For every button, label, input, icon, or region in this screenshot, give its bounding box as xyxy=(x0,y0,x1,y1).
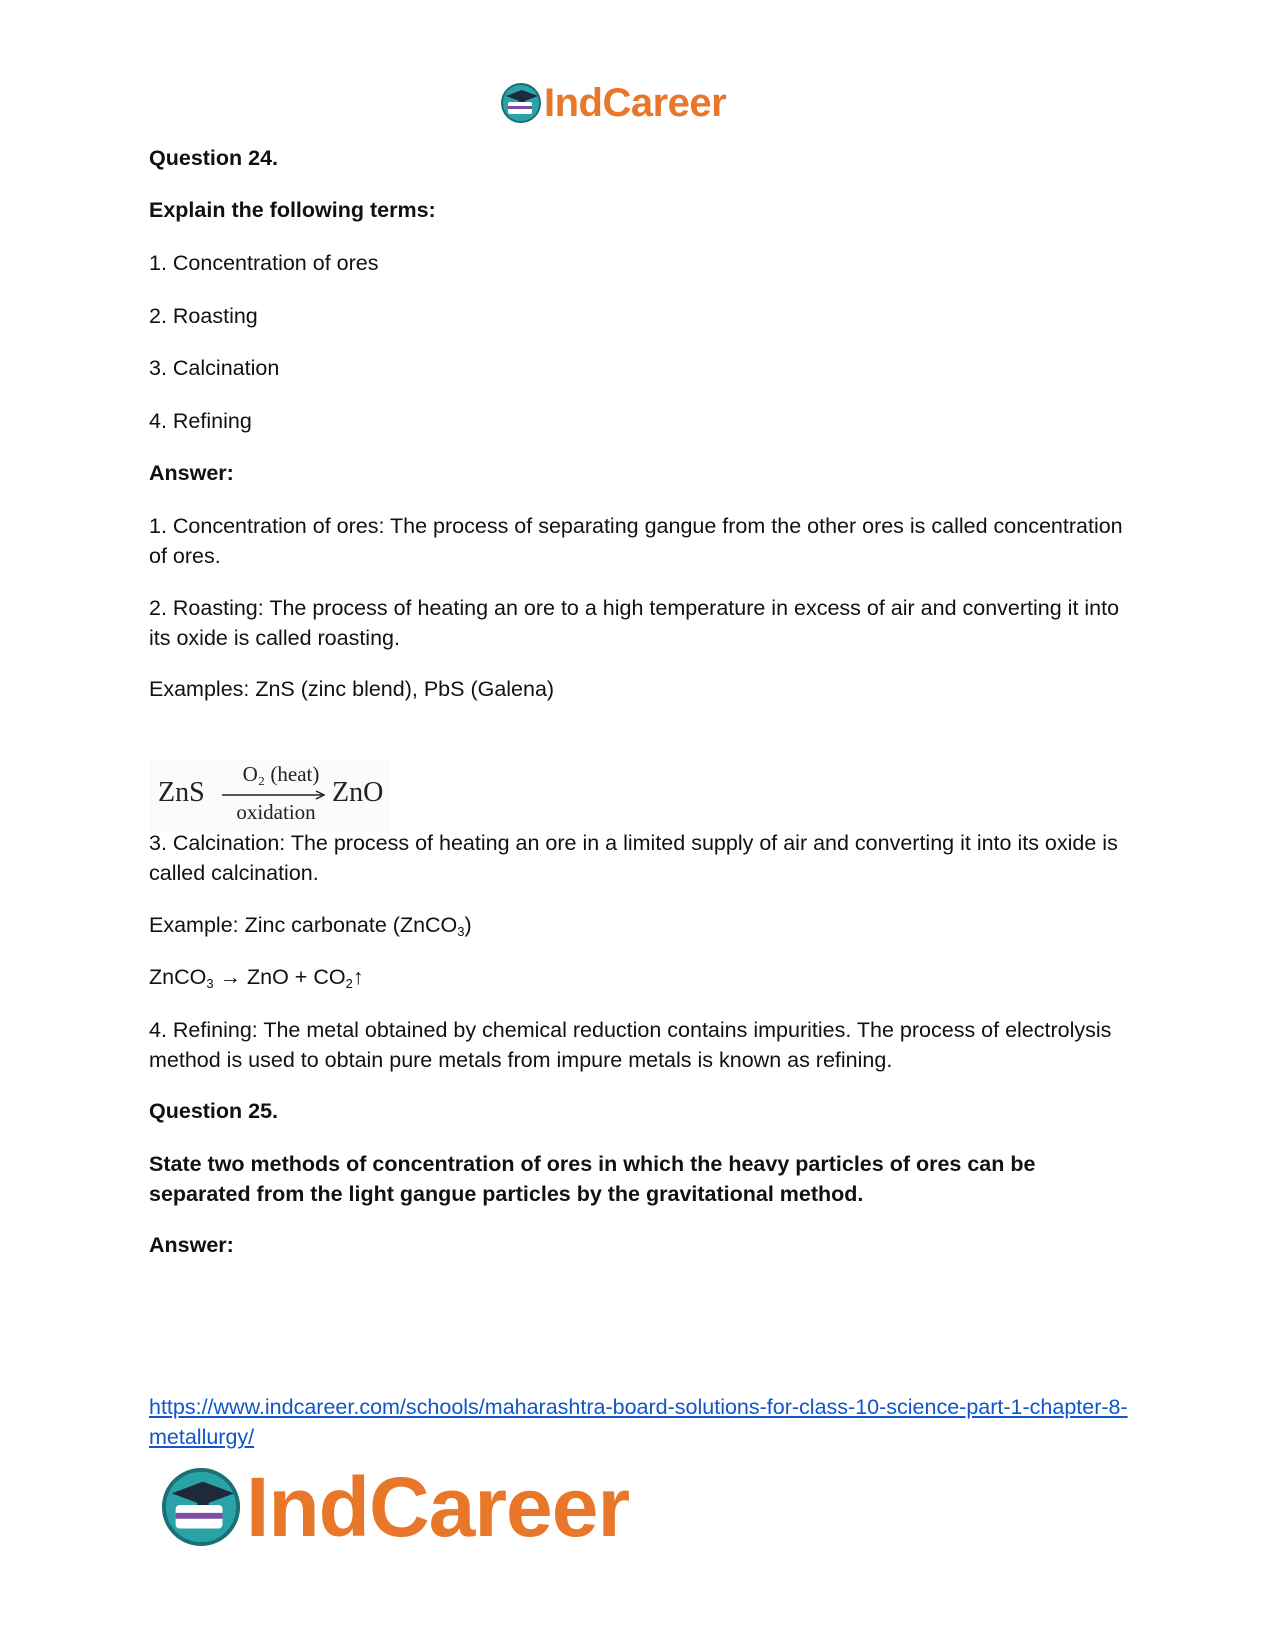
indcareer-logo-bottom xyxy=(160,1462,629,1552)
question-24-prompt: Explain the following terms: xyxy=(149,198,436,222)
answer-calcination: 3. Calcination: The process of heating an ore in a limited supply of air and converting it into its oxide is called calcination. xyxy=(149,831,1118,885)
term-item: 3. Calcination xyxy=(149,356,280,380)
logo-wordmark: IndCareer xyxy=(544,81,727,125)
graduation-book-icon xyxy=(500,82,542,124)
term-item: 4. Refining xyxy=(149,409,252,433)
question-25-prompt: State two methods of concentration of ores in which the heavy particles of ores can be separated from the light gangue particles by the gravitational method. xyxy=(149,1152,1036,1206)
indcareer-logo-top xyxy=(500,80,726,126)
question-25-label: Question 25. xyxy=(149,1099,279,1123)
examples-text: Examples: ZnS (zinc blend), PbS (Galena) xyxy=(149,677,555,701)
answer-label: Answer: xyxy=(149,461,234,485)
example-zinc-carbonate: Example: Zinc carbonate (ZnCO$_3$) xyxy=(149,913,472,939)
answer-concentration: 1. Concentration of ores: The process of separating gangue from the other ores is called concentration of ores. xyxy=(149,514,1123,568)
calcination-reaction: ZnCO$_3$ → ZnO + $CO_2↑$ xyxy=(149,965,364,991)
answer-roasting: 2. Roasting: The process of heating an ore to a high temperature in excess of air and converting it into its oxide is called roasting. xyxy=(149,596,1120,650)
equation-product: ZnO xyxy=(332,777,384,808)
term-item: 2. Roasting xyxy=(149,304,258,328)
roasting-equation-image xyxy=(150,760,390,832)
answer-refining: 4. Refining: The metal obtained by chemical reduction contains impurities. The process of electrolysis method is used to obtain pure metals from impure metals is known as refining. xyxy=(149,1018,1112,1072)
reaction-arrow-icon xyxy=(222,790,328,800)
graduation-book-icon xyxy=(160,1466,242,1548)
answer-label: Answer: xyxy=(149,1233,234,1257)
source-url-link[interactable]: https://www.indcareer.com/schools/maharashtra-board-solutions-for-class-10-science-part-1-chapter-8-metallurgy/ xyxy=(149,1395,1128,1449)
equation-condition: O₂ (heat) xyxy=(242,762,320,786)
equation-process: oxidation xyxy=(236,800,316,824)
equation-reactant: ZnS xyxy=(158,777,205,808)
logo-wordmark: IndCareer xyxy=(246,1460,630,1554)
term-item: 1. Concentration of ores xyxy=(149,251,379,275)
question-24-label: Question 24. xyxy=(149,146,279,170)
